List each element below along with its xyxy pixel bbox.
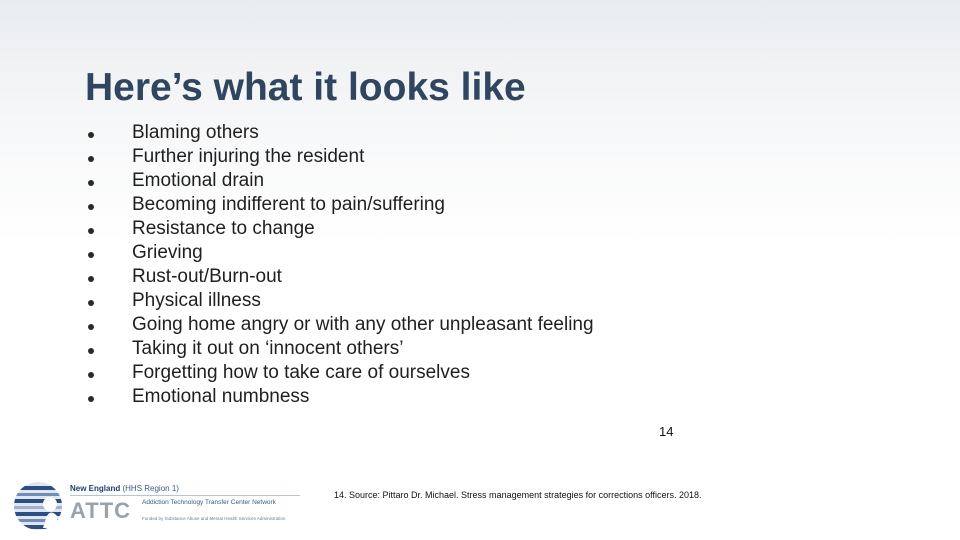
attc-logo <box>10 474 310 536</box>
bullet-dot-icon <box>88 252 94 258</box>
slide-title: Here’s what it looks like <box>85 66 526 109</box>
bullet-text: Going home angry or with any other unpleasant feeling <box>132 314 594 335</box>
bullet-text: Emotional numbness <box>132 386 310 407</box>
logo-network-name: Addiction Technology Transfer Center Network <box>142 499 276 506</box>
bullet-item <box>88 145 594 169</box>
bullet-item <box>88 385 594 409</box>
bullet-text: Physical illness <box>132 290 261 311</box>
bullet-dot-icon <box>88 180 94 186</box>
logo-divider <box>70 495 300 496</box>
logo-region: New England (HHS Region 1) <box>70 484 179 493</box>
globe-logo-icon <box>10 478 66 534</box>
bullet-text: Emotional drain <box>132 170 265 191</box>
bullet-dot-icon <box>88 156 94 162</box>
source-citation: 14. Source: Pittaro Dr. Michael. Stress management strategies for corrections officers. 2018. <box>334 490 702 500</box>
bullet-text: Rust-out/Burn-out <box>132 266 282 287</box>
bullet-item <box>88 313 594 337</box>
bullet-item <box>88 265 594 289</box>
bullet-item <box>88 241 594 265</box>
bullet-text: Further injuring the resident <box>132 146 365 167</box>
bullet-dot-icon <box>88 324 94 330</box>
bullet-dot-icon <box>88 372 94 378</box>
bullet-item <box>88 193 594 217</box>
bullet-text: Forgetting how to take care of ourselves <box>132 362 470 383</box>
logo-acronym: ATTC <box>70 498 132 523</box>
bullet-item <box>88 361 594 385</box>
bullet-text: Taking it out on ‘innocent others’ <box>132 338 404 359</box>
bullet-item <box>88 337 594 361</box>
bullet-item <box>88 217 594 241</box>
bullet-dot-icon <box>88 300 94 306</box>
bullet-dot-icon <box>88 204 94 210</box>
bullet-text: Blaming others <box>132 122 259 143</box>
bullet-list <box>88 121 594 409</box>
bullet-text: Becoming indifferent to pain/suffering <box>132 194 445 215</box>
bullet-text: Resistance to change <box>132 218 315 239</box>
slide-number: 14 <box>659 424 674 439</box>
bullet-dot-icon <box>88 132 94 138</box>
bullet-dot-icon <box>88 348 94 354</box>
bullet-item <box>88 121 594 145</box>
bullet-dot-icon <box>88 396 94 402</box>
logo-funding-line: Funded by Substance Abuse and Mental Health Services Administration <box>142 516 286 521</box>
bullet-dot-icon <box>88 276 94 282</box>
bullet-item <box>88 169 594 193</box>
bullet-item <box>88 289 594 313</box>
bullet-text: Grieving <box>132 242 203 263</box>
bullet-dot-icon <box>88 228 94 234</box>
